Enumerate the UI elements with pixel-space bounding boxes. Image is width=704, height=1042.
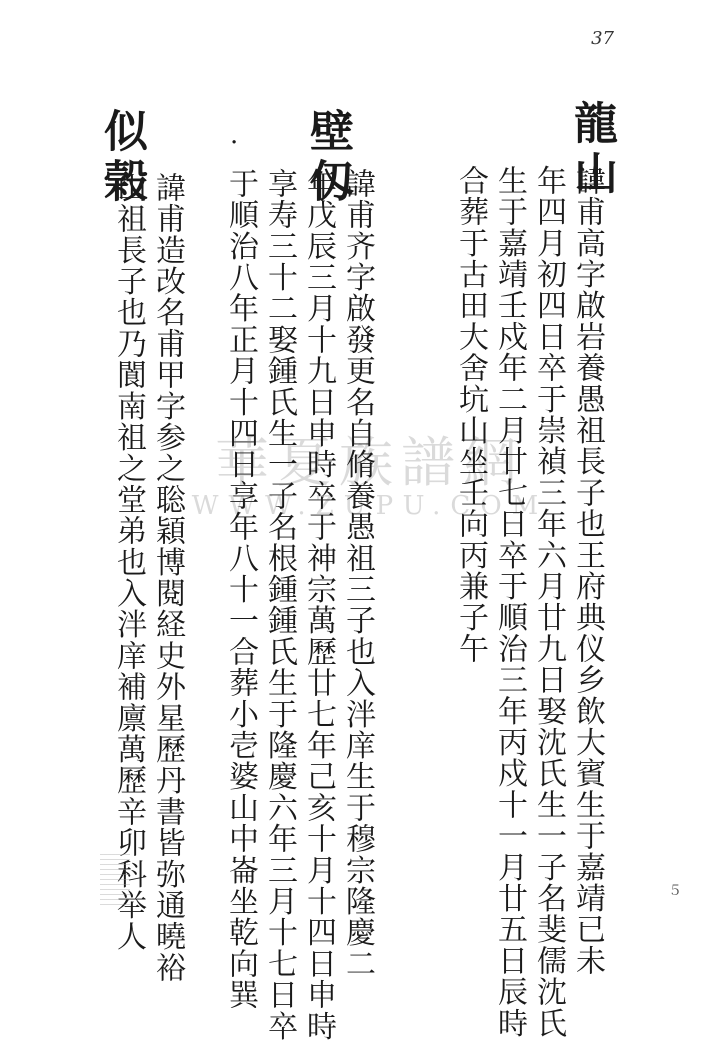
section-heading-biren: 壁仭 [302, 108, 353, 208]
watermark-chinese: 華夏族譜網 [215, 431, 525, 494]
text-column: 生于嘉靖壬戍年二月廿七日卒于順治三年丙戍十一月廿五日辰時 [492, 165, 527, 1039]
section-heading-longshan: 龍山 [566, 100, 617, 200]
text-column: 諱甫齐字啟發更名自脩養愚祖三子也入泮庠生于穆宗隆慶二 [340, 168, 375, 980]
text-column: 合葬于古田大舍坑山坐壬向丙兼子午 [453, 165, 488, 665]
text-column: 享寿三十二娶鍾氏生一子名根鍾鍾氏生于隆慶六年三月十七日卒 [262, 168, 297, 1042]
scan-smudge [100, 850, 130, 905]
text-column: 山祖長子也乃閬南祖之堂弟也入泮庠補廪萬歷辛卯科举人 [111, 172, 146, 952]
text-column: 年戊辰三月十九日申時卒于神宗萬歷廿七年己亥十月十四日申時 [301, 168, 336, 1042]
corner-mark: ５ [668, 883, 682, 899]
watermark-latin: WWW.ZUPU.COM [191, 491, 549, 521]
section-heading-sigu: 似榖 [96, 108, 147, 208]
page-number: 37 [591, 28, 614, 49]
text-column: 于順治八年正月十四日享年八十一合葬小壱婆山中崙坐乾向巽 [223, 168, 258, 1011]
text-column: 諱甫造改名甫甲字参之聡穎博閱経史外星歷丹書皆弥通曉裕 [150, 172, 185, 984]
separator-dot: · [230, 128, 239, 158]
text-column: 年四月初四日卒于崇禎三年六月廿九日娶沈氏生一子名斐儒沈氏 [531, 165, 566, 1039]
text-column: 諱甫高字啟岩養愚祖長子也王府典仪乡飲大賓生于嘉靖已未 [570, 165, 605, 977]
